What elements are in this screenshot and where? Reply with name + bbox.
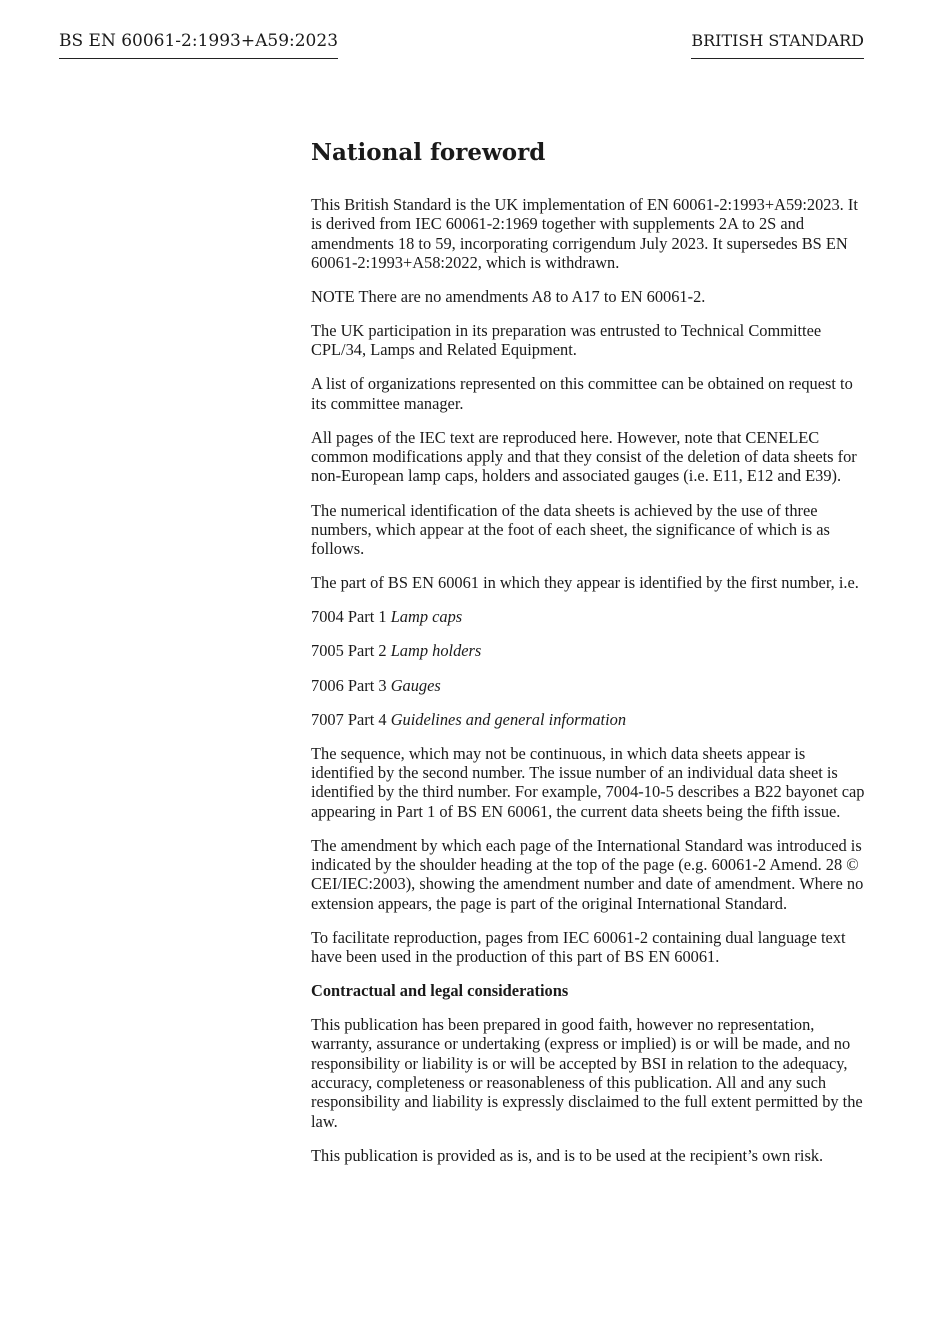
paragraph-iec-text: All pages of the IEC text are reproduced here. However, note that CENELEC common modifications apply and that they consist of the deletion of data sheets for non-European lamp caps, holders and associated gauges (i.e. E11, E12 and E39). [311,427,857,486]
paragraph-reproduction: To facilitate reproduction, pages from IEC 60061-2 containing dual language text have been used in the production of this part of BS EN 60061. [311,927,846,966]
paragraph-good-faith: This publication has been prepared in good faith, however no representation, warranty, assurance or undertaking (express or implied) is or will be made, and no responsibility or liability is or will be accepted by BSI in relation to the adequacy, accuracy, completeness or reasonableness of this publication. All and any such responsibility and liability is expressly disclaimed to the full extent permitted by the law. [311,1015,863,1131]
part-name: Lamp holders [390,641,482,661]
paragraph-own-risk: This publication is provided as is, and is to be used at the recipient’s own risk. [311,1145,824,1165]
paragraph-organizations: A list of organizations represented on this committee can be obtained on request to its committee manager. [311,374,853,413]
part-code: 7004 Part 1 [311,607,387,627]
part-code: 7006 Part 3 [311,675,387,695]
paragraph-numbering: The numerical identification of the data sheets is achieved by the use of three numbers, which appear at the foot of each sheet, the significance of which is as follows. [311,500,830,559]
section-heading: Contractual and legal considerations [311,981,569,1001]
paragraph-sequence: The sequence, which may not be continuous, in which data sheets appear is identified by the second number. The issue number of an individual data sheet is identified by the third number. For example, 7004-10-5 describes a B22 bayonet cap appearing in Part 1 of BS EN 60061, the current data sheets being the fifth issue. [311,743,865,821]
part-item [311,710,871,729]
part-name: Gauges [390,675,441,695]
part-item [311,676,871,695]
header-document-number: BS EN 60061-2:1993+A59:2023 [59,30,338,59]
paragraph-first-number: The part of BS EN 60061 in which they appear is identified by the first number, i.e. [311,573,859,593]
header-publisher: BRITISH STANDARD [691,30,864,59]
part-name: Guidelines and general information [390,709,627,729]
part-code: 7005 Part 2 [311,641,387,661]
part-item [311,641,871,660]
part-item [311,607,871,626]
paragraph-implementation: This British Standard is the UK implementation of EN 60061-2:1993+A59:2023. It is derived from IEC 60061-2:1969 together with supplements 2A to 2S and amendments 18 to 59, incorporating corrigendum July 2023. It supersedes BS EN 60061-2:1993+A58:2022, which is withdrawn. [311,195,858,272]
part-code: 7007 Part 4 [311,709,387,729]
part-name: Lamp caps [390,607,463,627]
page-title: National foreword [311,139,546,166]
paragraph-participation: The UK participation in its preparation was entrusted to Technical Committee CPL/34, Lamps and Related Equipment. [311,321,822,360]
note: NOTE There are no amendments A8 to A17 to EN 60061-2. [311,286,706,306]
paragraph-amendment: The amendment by which each page of the International Standard was introduced is indicated by the shoulder heading at the top of the page (e.g. 60061-2 Amend. 28 © CEI/IEC:2003), showing the amendment number and date of amendment. Where no extension appears, the page is part of the original International Standard. [311,835,864,913]
foreword-body [311,138,871,1180]
